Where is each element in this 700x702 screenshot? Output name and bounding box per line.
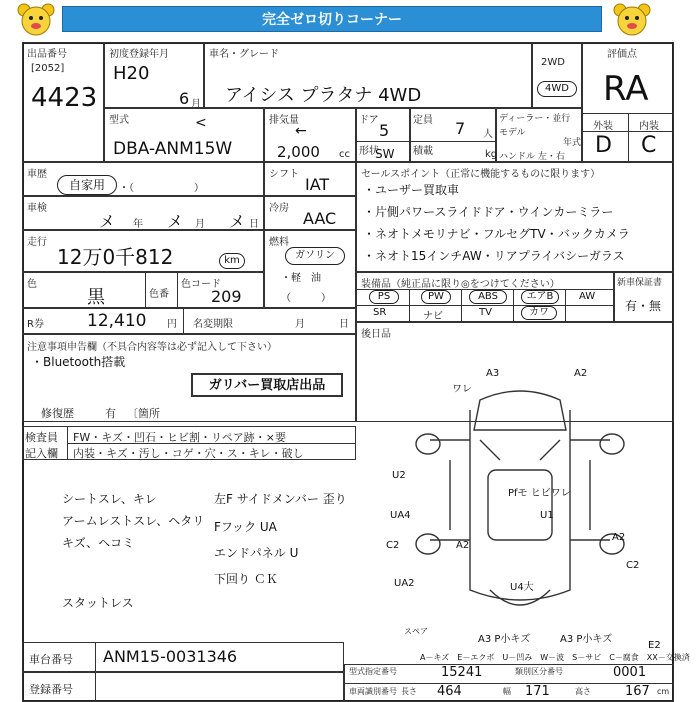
- interior-grade: C: [641, 133, 657, 158]
- equip-abs: ABS: [469, 290, 507, 304]
- equip-pw: PW: [421, 290, 451, 304]
- car-damage-diagram: [370, 360, 670, 640]
- equipment-box: [356, 272, 614, 322]
- displacement-mark: ←: [295, 123, 307, 139]
- doors-box: [356, 108, 410, 162]
- inspector-items: FW・キズ・凹石・ヒビ割・リペア跡・×要: [73, 431, 286, 444]
- damage-mark: A3 P小キズ: [560, 634, 613, 645]
- damage-mark: スペア: [404, 627, 428, 636]
- inspection-label: 車検: [27, 203, 47, 214]
- hand-note: 下回り ＣＫ: [214, 572, 278, 586]
- capacity-label: 定員: [413, 115, 433, 126]
- dealer-stamp: ガリバー買取店出品: [191, 373, 343, 397]
- capacity-box: [410, 108, 496, 162]
- lot-label: 出品番号: [27, 49, 67, 60]
- rear-items-label: 後日品: [361, 329, 391, 340]
- class-number: 0001: [613, 665, 647, 680]
- shape-label: 形状: [359, 146, 379, 157]
- shape-value: SW: [375, 147, 395, 161]
- ac-box: [264, 196, 356, 230]
- capacity-value: 7: [455, 119, 466, 138]
- shift-box: [264, 162, 356, 196]
- damage-mark: A2: [456, 540, 470, 551]
- grade-score: RA: [603, 69, 649, 109]
- damage-mark: A2: [574, 368, 588, 379]
- color-number-label: 色番: [149, 289, 169, 300]
- inspector-box: [22, 426, 356, 460]
- repair-history-place: 〔箇所: [127, 407, 160, 420]
- color-code: 209: [211, 287, 242, 306]
- hand-note: エンドパネル U: [214, 546, 299, 560]
- newcar-warranty-label: 新車保証書: [617, 278, 663, 288]
- notes-label: 注意事項申告欄（不具合内容等は必ず記入して下さい）: [27, 342, 277, 353]
- equip-sr: SR: [373, 307, 387, 318]
- mileage-box: [22, 230, 264, 272]
- color-label: 色: [27, 279, 37, 290]
- color-box: [22, 272, 264, 308]
- hand-note: アームレストスレ、ヘタリ: [62, 514, 205, 528]
- exterior-grade: D: [595, 133, 612, 158]
- notes-box: [22, 334, 356, 422]
- damage-mark: UA4: [390, 510, 411, 521]
- model-mark: <: [195, 115, 207, 131]
- damage-legend: A－キズ E－エクボ U－凹み W－波 S－サビ C－腐食 XX－交換済: [420, 653, 690, 662]
- displacement-unit: cc: [339, 149, 350, 160]
- chassis-number: ANM15-0031346: [103, 647, 238, 666]
- repair-history-label: 修復歴: [41, 407, 74, 420]
- selling-point: ・ネオトメモリナビ・フルセグTV・バックカメラ: [363, 227, 630, 241]
- length-value: 464: [437, 684, 462, 699]
- entry-label: 記入欄: [25, 447, 58, 460]
- selling-point: ・ネオト15インチAW・リアプライバシーガラス: [363, 249, 625, 263]
- damage-mark: C2: [386, 540, 400, 551]
- lot-number-box: [22, 42, 104, 162]
- selling-points-box: [356, 162, 674, 272]
- history-box: [22, 162, 264, 196]
- color-code-label: 色コード: [181, 279, 221, 290]
- dealer-box: [496, 108, 582, 162]
- color-value: 黒: [87, 287, 105, 308]
- entry-items: 内装・キズ・汚し・コゲ・穴・ス・キレ・破し: [73, 447, 304, 460]
- mascot-bear-icon: [16, 2, 56, 36]
- recycle-box: [22, 308, 356, 334]
- inspection-day: 日: [249, 219, 259, 230]
- year-label: 年式: [563, 138, 582, 148]
- doors-value: 5: [379, 121, 390, 140]
- fuel-other: （ ）: [281, 293, 331, 304]
- hand-note: スタットレス: [62, 596, 134, 610]
- equip-tv: TV: [479, 307, 492, 318]
- shift-label: シフト: [269, 169, 299, 180]
- history-paren: ・（ ）: [119, 183, 204, 194]
- reg-year: H20: [113, 63, 150, 84]
- displacement-label: 排気量: [269, 115, 299, 126]
- length-label: 長さ: [401, 687, 417, 696]
- exterior-label: 外装: [593, 121, 613, 132]
- capacity-unit: 人: [483, 129, 493, 140]
- repair-history-yes: 有: [105, 407, 116, 420]
- car-name-label: 車名・グレード: [209, 49, 279, 60]
- first-registration: [104, 42, 204, 108]
- doors-label: ドア: [359, 115, 379, 126]
- damage-mark: A3: [486, 368, 500, 379]
- grade-box: [582, 42, 674, 162]
- fuel-box: [264, 230, 356, 308]
- equipment-label: 装備品（純正品に限り◎をつけてください）: [361, 279, 560, 290]
- vehicle-id-label: 車両識別番号: [349, 687, 397, 696]
- reg-month-unit: 月: [191, 99, 201, 110]
- hand-note: キズ、ヘコミ: [62, 536, 135, 550]
- notes-line: ・Bluetooth搭載: [31, 355, 126, 369]
- load-unit: kg: [485, 149, 498, 160]
- type-number-label: 型式指定番号: [349, 667, 397, 676]
- recycle-value: 12,410: [87, 311, 147, 331]
- reg-month: 6: [179, 89, 190, 108]
- recycle-label: R券: [27, 319, 44, 330]
- inspection-year: 年: [133, 219, 143, 230]
- damage-mark: C2: [626, 560, 640, 571]
- handle-label: ハンドル 左・右: [499, 152, 565, 162]
- model-code: DBA-ANM15W: [113, 139, 233, 159]
- drive-4wd: 4WD: [537, 81, 577, 97]
- chassis-label: 車台番号: [29, 653, 73, 666]
- name-change-day: 日: [339, 319, 349, 330]
- equip-leather: カワ: [521, 306, 557, 320]
- fuel-label: 燃料: [269, 237, 289, 248]
- ac-label: 冷房: [269, 203, 289, 214]
- damage-mark: ワレ: [452, 384, 472, 395]
- type-number: 15241: [441, 665, 483, 680]
- damage-mark: A3 P小キズ: [478, 634, 531, 645]
- grade-label: 評価点: [607, 49, 637, 60]
- shift-value: IAT: [305, 175, 330, 194]
- mileage-value: 12万0千812: [57, 245, 174, 269]
- height-unit: cm: [657, 687, 670, 696]
- hand-note: 左F サイドメンバー 歪り: [214, 492, 347, 506]
- damage-mark: A2: [612, 532, 626, 543]
- lot-number: 4423: [31, 83, 98, 113]
- fuel-gasoline: ガソリン: [285, 247, 345, 265]
- model-label: 型式: [109, 115, 129, 126]
- dealer-label: ディーラー・並行: [499, 114, 571, 124]
- regno-box: [22, 672, 344, 702]
- name-change-month: 月: [295, 319, 305, 330]
- class-number-label: 類別区分番号: [515, 667, 563, 676]
- recycle-unit: 円: [167, 319, 177, 330]
- interior-label: 内装: [639, 121, 659, 132]
- page-header: 完全ゼロ切りコーナー: [62, 6, 602, 32]
- chassis-box: [22, 642, 344, 672]
- mileage-label: 走行: [27, 237, 47, 248]
- height-label: 高さ: [575, 687, 591, 696]
- mileage-unit: km: [219, 253, 245, 269]
- equip-airbag: エアB: [521, 290, 559, 304]
- equip-ps: PS: [369, 290, 399, 304]
- lot-sub: [2052]: [31, 63, 65, 74]
- inspection-month: 月: [195, 219, 205, 230]
- model-year-label: モデル: [499, 128, 526, 138]
- history-value: 自家用: [57, 175, 117, 195]
- model-box: [104, 108, 264, 162]
- damage-mark: U1: [540, 510, 554, 521]
- selling-point: ・ユーザー買取車: [363, 183, 460, 197]
- inspector-label: 検査員: [25, 431, 58, 444]
- newcar-warranty-value: 有・無: [625, 299, 662, 313]
- damage-mark: U4大: [510, 582, 534, 593]
- drive-box: [532, 42, 582, 108]
- spec-box: [344, 664, 674, 702]
- newcar-warranty-box: [614, 272, 674, 322]
- inspection-box: 車検 メ 年 メ 月 メ 日: [22, 196, 264, 230]
- car-name-box: [204, 42, 532, 108]
- damage-mark: U2: [392, 470, 406, 481]
- displacement-value: 2,000: [277, 143, 320, 161]
- name-change-label: 名変期限: [193, 319, 233, 330]
- registration-label: 登録番号: [29, 683, 73, 696]
- mascot-bear-icon: [612, 2, 652, 36]
- fuel-diesel: ・軽 油: [281, 273, 321, 284]
- hand-note: シートスレ、キレ: [62, 492, 157, 506]
- selling-point: ・片側パワースライドドア・ウインカーミラー: [363, 205, 614, 219]
- hand-note: Fフック UA: [214, 520, 277, 534]
- selling-points-label: セールスポイント（正常に機能するものに限ります）: [361, 169, 601, 180]
- width-value: 171: [525, 684, 550, 699]
- equip-aw: AW: [579, 291, 596, 302]
- ac-value: AAC: [303, 209, 337, 228]
- damage-mark: Pfモ ヒビワレ: [508, 488, 571, 499]
- width-label: 幅: [503, 687, 511, 696]
- damage-mark: UA2: [394, 578, 415, 589]
- car-name: アイシス プラタナ 4WD: [225, 85, 422, 106]
- equip-navi: ナビ: [423, 311, 443, 322]
- damage-mark: E2: [648, 640, 661, 651]
- displacement-box: [264, 108, 356, 162]
- height-value: 167: [625, 684, 650, 699]
- load-label: 積載: [413, 146, 433, 157]
- drive-2wd: 2WD: [541, 57, 565, 68]
- reg-label: 初度登録年月: [109, 49, 169, 60]
- history-label: 車歴: [27, 169, 47, 180]
